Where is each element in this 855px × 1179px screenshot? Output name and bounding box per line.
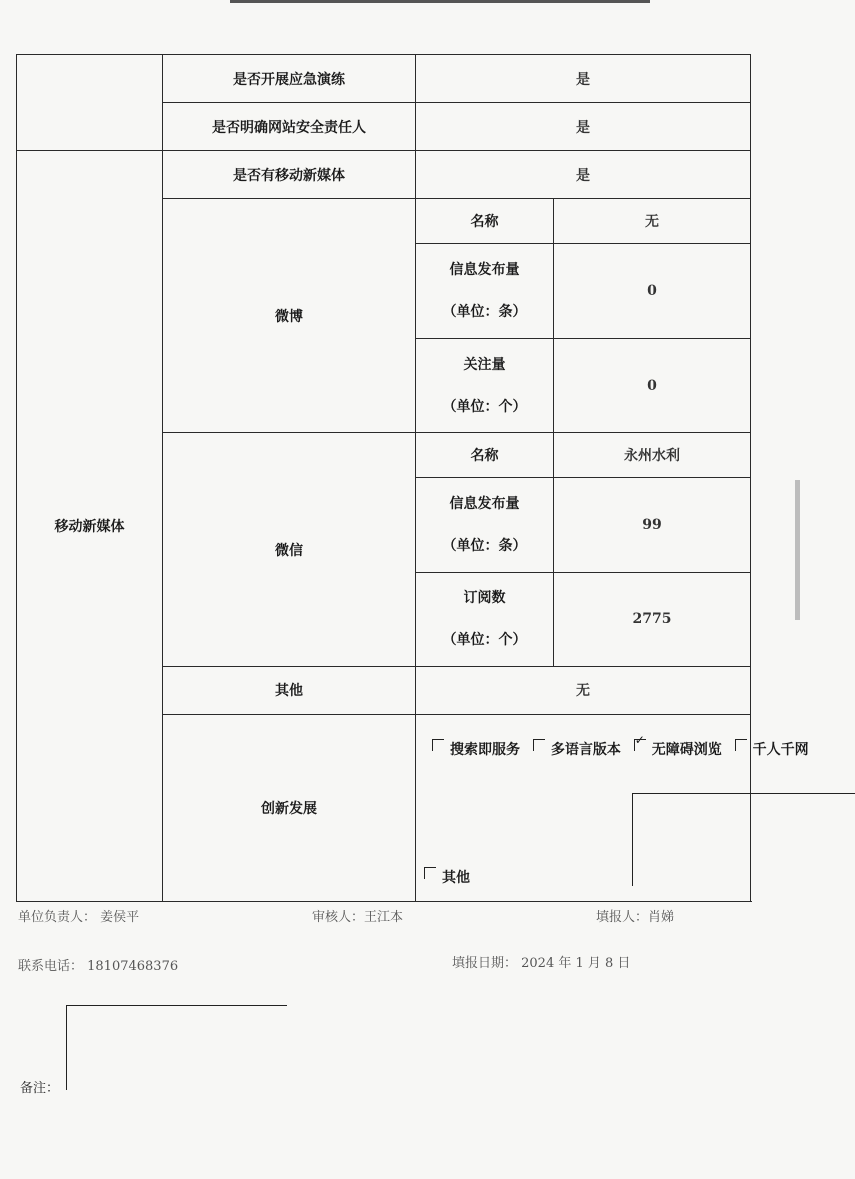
weibo-publish-label-text: 信息发布量 bbox=[449, 262, 520, 279]
checkbox-multilingual[interactable] bbox=[533, 739, 545, 751]
weibo-name-value: 无 bbox=[554, 199, 751, 244]
weibo-name-label: 名称 bbox=[416, 199, 554, 244]
wechat-name-value: 永州水利 bbox=[554, 433, 751, 478]
drill-value: 是 bbox=[416, 55, 751, 103]
drill-label: 是否开展应急演练 bbox=[163, 55, 416, 103]
weibo-follow-unit: （单位：个） bbox=[442, 398, 527, 415]
wechat-subscribe-unit: （单位：个） bbox=[442, 632, 527, 649]
weibo-title: 微博 bbox=[163, 199, 416, 433]
wechat-subscribe-label-text: 订阅数 bbox=[463, 590, 506, 607]
report-table bbox=[16, 54, 809, 902]
responsible-value: 是 bbox=[416, 103, 751, 151]
reviewer: 审核人：王江本 bbox=[312, 910, 404, 925]
filler: 填报人：肖娣 bbox=[596, 910, 675, 925]
weibo-publish-unit: （单位：条） bbox=[442, 304, 527, 321]
checkbox-accessible-browsing[interactable] bbox=[634, 739, 646, 751]
weibo-publish-label bbox=[416, 244, 554, 339]
checkbox-search-service[interactable] bbox=[432, 739, 444, 751]
scan-edge bbox=[230, 0, 650, 3]
contact-phone: 联系电话： 18107468376 bbox=[18, 959, 179, 974]
other-value: 无 bbox=[416, 666, 751, 714]
wechat-title: 微信 bbox=[163, 433, 416, 666]
weibo-follow-value: 0 bbox=[554, 339, 751, 433]
wechat-subscribe-value: 2775 bbox=[554, 572, 751, 666]
innovation-options bbox=[424, 739, 809, 759]
remark-input[interactable] bbox=[66, 1005, 287, 1090]
option-multilingual: 多语言版本 bbox=[550, 741, 621, 758]
weibo-publish-value: 0 bbox=[554, 244, 751, 339]
wechat-publish-unit: （单位：条） bbox=[442, 538, 527, 554]
option-personalized: 千人千网 bbox=[752, 741, 809, 758]
wechat-subscribe-label bbox=[416, 572, 554, 666]
mobile-section-label: 移动新媒体 bbox=[17, 151, 163, 902]
checkbox-other[interactable] bbox=[424, 867, 436, 879]
innovation-other-input[interactable] bbox=[632, 793, 855, 886]
innovation-other-label: 其他 bbox=[442, 870, 470, 886]
mobile-value: 是 bbox=[416, 151, 751, 199]
option-accessible-browsing: 无障碍浏览 bbox=[651, 741, 722, 758]
unit-head: 单位负责人： 姜侯平 bbox=[18, 910, 140, 925]
wechat-publish-label-text: 信息发布量 bbox=[449, 496, 520, 512]
mobile-label: 是否有移动新媒体 bbox=[163, 151, 416, 199]
remark-label: 备注： bbox=[20, 1081, 60, 1096]
fill-date: 填报日期： 2024 年 1 月 8 日 bbox=[452, 956, 631, 971]
option-search-service: 搜索即服务 bbox=[450, 741, 520, 758]
scan-shadow bbox=[795, 480, 800, 620]
responsible-label: 是否明确网站安全责任人 bbox=[163, 103, 416, 151]
innovation-title: 创新发展 bbox=[163, 714, 416, 901]
wechat-publish-label bbox=[416, 478, 554, 572]
innovation-cell bbox=[416, 714, 809, 901]
wechat-name-label: 名称 bbox=[416, 433, 554, 478]
checkbox-personalized[interactable] bbox=[735, 739, 747, 751]
weibo-follow-label-text: 关注量 bbox=[463, 356, 506, 373]
other-label: 其他 bbox=[163, 666, 416, 714]
wechat-publish-value: 99 bbox=[554, 478, 751, 572]
innovation-other bbox=[424, 867, 470, 887]
weibo-follow-label bbox=[416, 339, 554, 433]
blank-cell bbox=[17, 55, 163, 151]
